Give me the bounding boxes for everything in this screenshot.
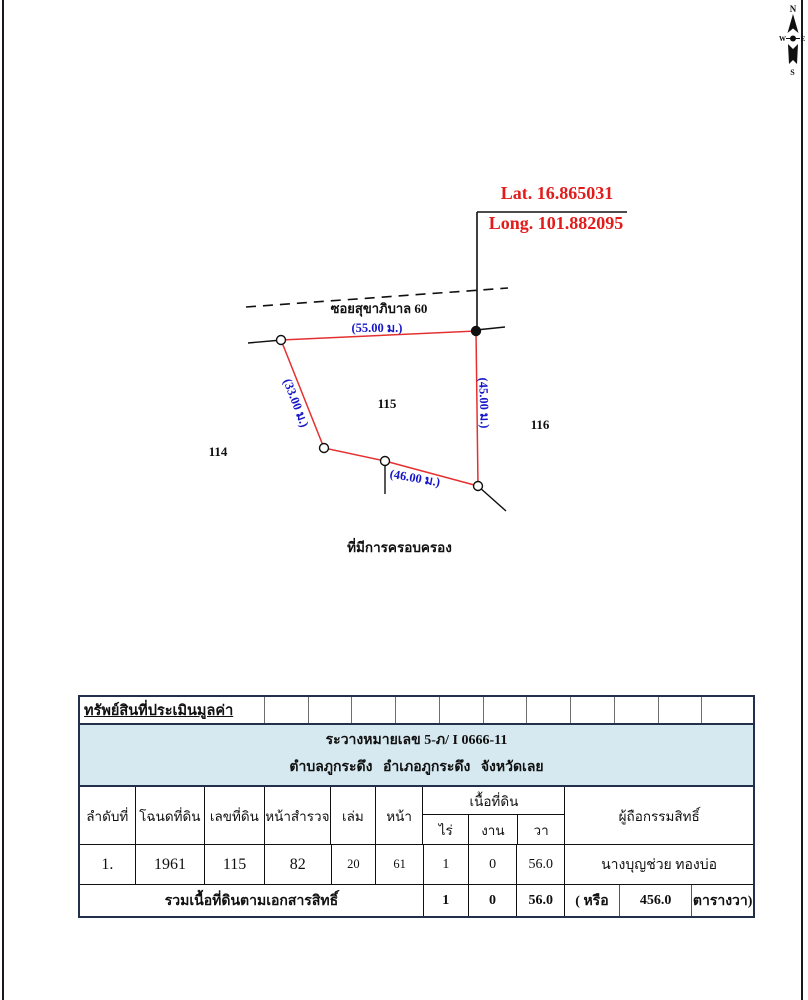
cell-no: 1.	[101, 855, 114, 873]
map-sheet-band	[80, 723, 753, 787]
table-title: ทรัพย์สินที่ประเมินมูลค่า	[84, 702, 234, 719]
map-sheet-number: ระวางหมายเลข 5-ภ/ I 0666-11	[325, 733, 508, 749]
header-area: เนื้อที่ดิน	[423, 787, 564, 815]
parcel-number-116: 116	[530, 417, 550, 432]
cell-deed: 1961	[135, 845, 205, 884]
location-line: ตำบลภูกระดึง อำเภอภูกระดึง จังหวัดเลย	[289, 760, 544, 775]
header-volume: เล่ม	[330, 787, 375, 844]
extension-line-southeast	[479, 487, 506, 511]
cell-volume: 20	[331, 845, 376, 884]
table-header-row	[80, 787, 753, 844]
road-name-label: ซอยสุขาภิบาล 60	[330, 301, 428, 316]
compass-n-label: N	[789, 4, 797, 14]
compass-w-label: W	[779, 35, 786, 43]
compass-e-label: E	[800, 35, 806, 43]
header-page: หน้า	[375, 787, 423, 844]
survey-marker-open-se	[474, 482, 483, 491]
edge-length-right: (45.00 ม.)	[476, 377, 492, 429]
compass-s-label: S	[790, 68, 795, 77]
parcel-number-114: 114	[208, 444, 228, 459]
header-land-no: เลขที่ดิน	[204, 787, 264, 844]
header-deed: โฉนดที่ดิน	[135, 787, 204, 844]
header-no: ลำดับที่	[86, 808, 129, 824]
header-area-group	[422, 787, 564, 844]
cell-page: 61	[375, 845, 423, 884]
total-wa: 56.0	[516, 885, 564, 916]
occupied-land-caption: ที่มีการครอบครอง	[347, 540, 452, 555]
total-sqwa-value: 456.0	[619, 885, 692, 916]
survey-marker-filled-ne	[471, 326, 481, 336]
table-row	[80, 844, 753, 884]
header-rai: ไร่	[438, 822, 453, 838]
cell-wa: 56.0	[516, 845, 564, 884]
total-ngan: 0	[468, 885, 517, 916]
table-title-row	[80, 697, 753, 723]
edge-length-top: (55.00 ม.)	[351, 321, 403, 335]
cell-land-no: 115	[204, 845, 264, 884]
survey-marker-open-sw	[320, 444, 329, 453]
parcel-number-115: 115	[377, 396, 397, 411]
longitude-label: Long. 101.882095	[488, 213, 624, 233]
header-ngan: งาน	[468, 815, 517, 844]
valuation-table	[78, 695, 755, 918]
cell-survey-page: 82	[264, 845, 331, 884]
total-rai: 1	[423, 885, 468, 916]
edge-length-left: (33.00 ม.)	[280, 376, 312, 430]
total-label: รวมเนื้อที่ดินตามเอกสารสิทธิ์	[164, 893, 339, 909]
latitude-label: Lat. 16.865031	[500, 183, 614, 203]
cell-rai: 1	[423, 845, 468, 884]
total-or-open: ( หรือ	[564, 885, 619, 916]
survey-marker-open-nw	[277, 336, 286, 345]
header-wa: วา	[517, 815, 565, 844]
header-survey-page: หน้าสำรวจ	[264, 787, 331, 844]
header-owner: ผู้ถือกรรมสิทธิ์	[564, 787, 753, 844]
cell-ngan: 0	[468, 845, 517, 884]
total-sqwa-unit: ตารางวา)	[691, 885, 753, 916]
edge-length-bottom: (46.00 ม.)	[388, 466, 442, 490]
cell-owner: นางบุญช่วย ทองบ่อ	[564, 845, 753, 884]
table-total-row	[80, 884, 753, 916]
